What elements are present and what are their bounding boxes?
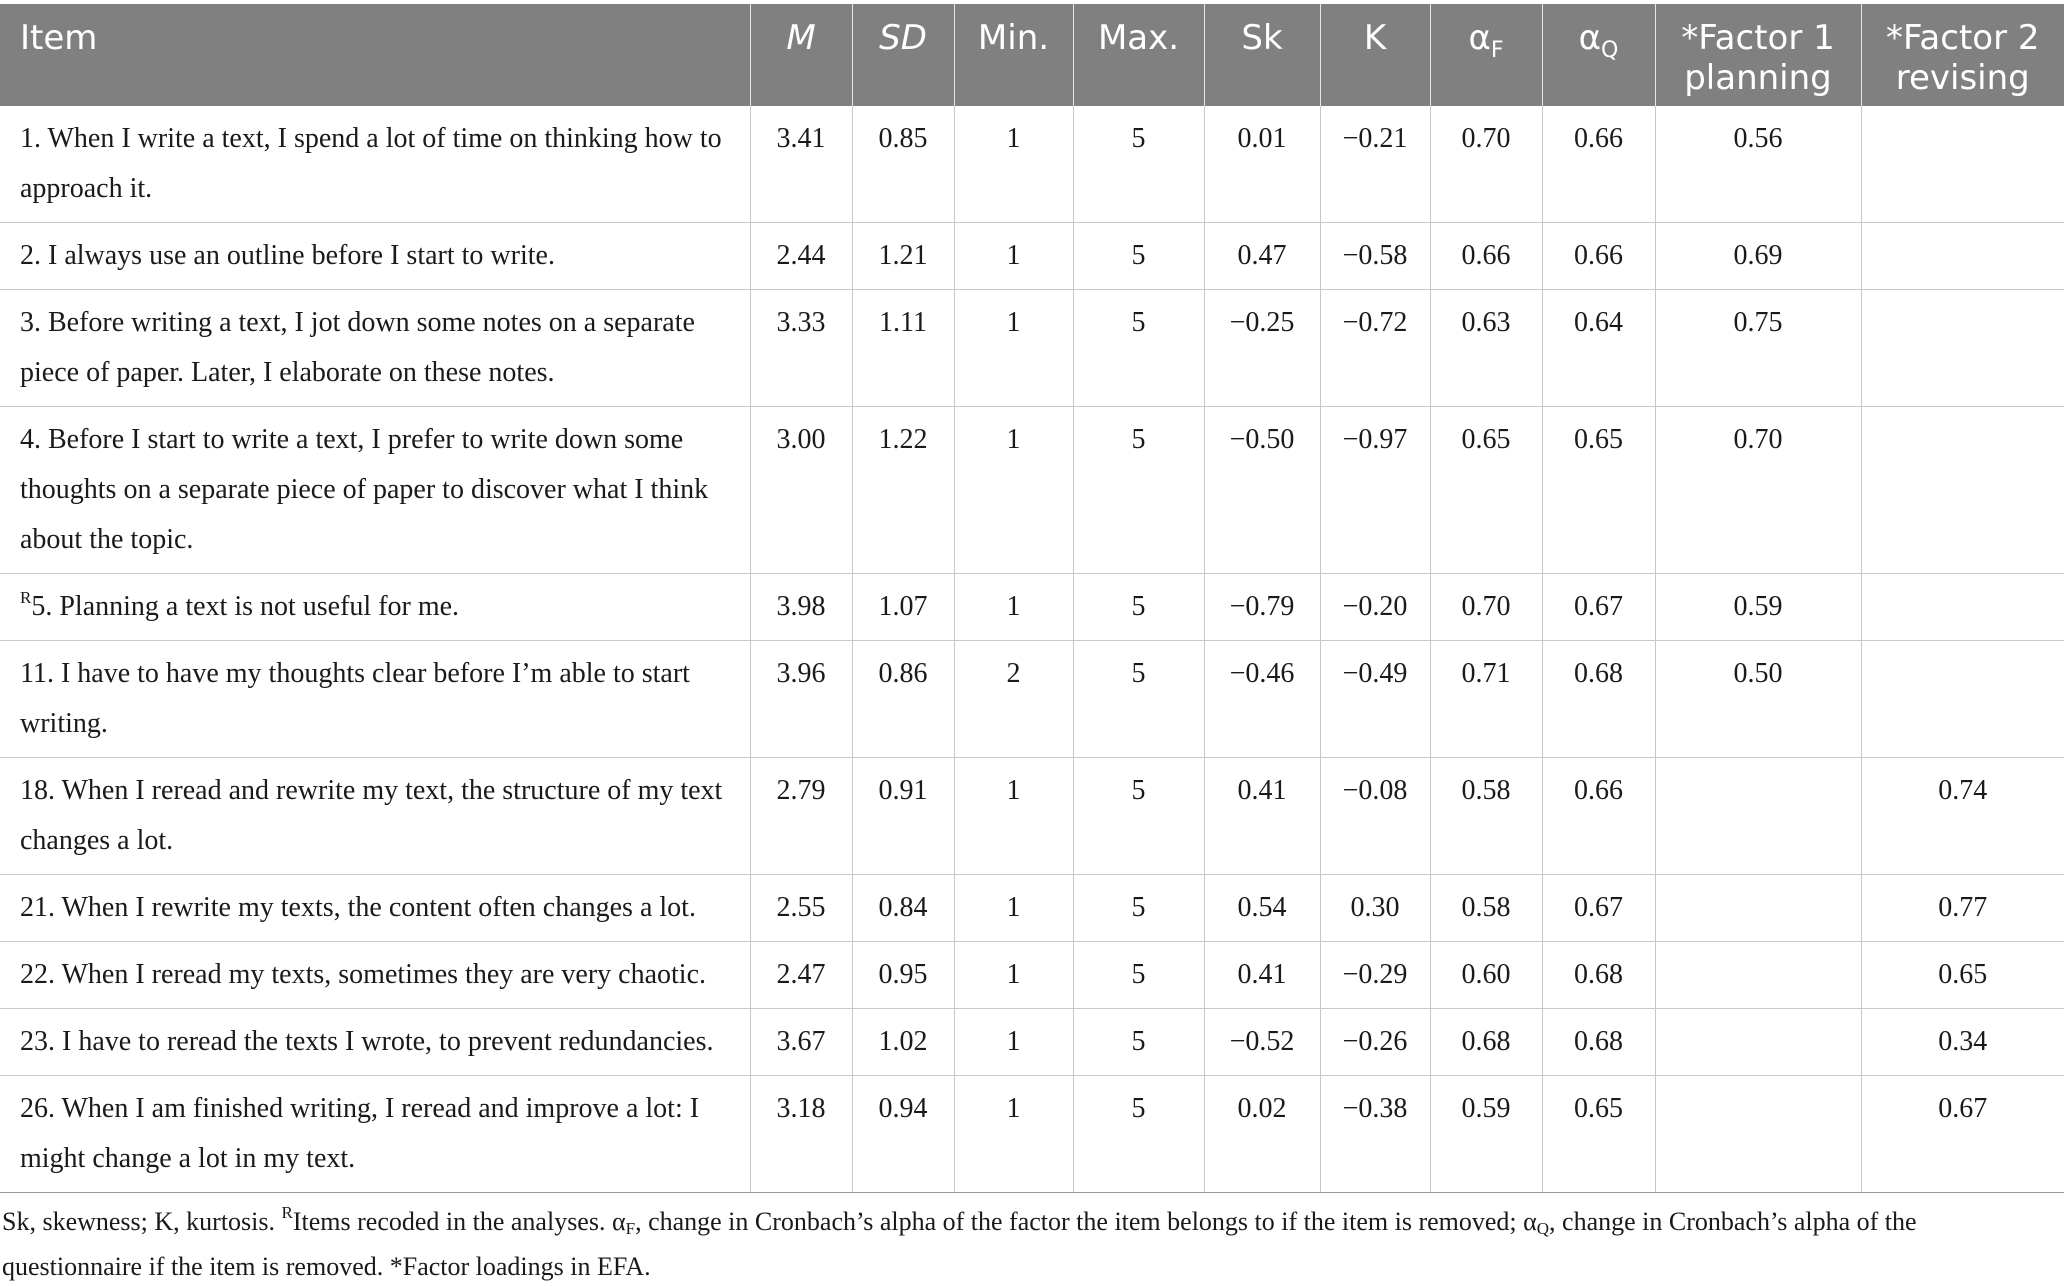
cell-factor1 (1655, 1076, 1861, 1193)
cell-factor2 (1861, 407, 2064, 574)
col-header-item: Item (0, 4, 750, 106)
cell-mean: 3.33 (750, 290, 852, 407)
cell-item (0, 290, 750, 407)
cell-min: 1 (954, 758, 1073, 875)
cell-alpha-q: 0.67 (1542, 574, 1655, 641)
table-row (0, 1076, 2064, 1193)
cell-mean: 3.98 (750, 574, 852, 641)
data-table (0, 4, 2064, 1193)
table-row (0, 574, 2064, 641)
cell-max: 5 (1073, 942, 1204, 1009)
cell-alpha-f: 0.65 (1430, 407, 1542, 574)
cell-skewness: 0.02 (1204, 1076, 1320, 1193)
table-container (0, 4, 2065, 1286)
cell-alpha-f: 0.68 (1430, 1009, 1542, 1076)
cell-sd: 0.85 (852, 106, 954, 223)
alpha-q-subscript: Q (1601, 38, 1619, 63)
cell-factor2: 0.77 (1861, 875, 2064, 942)
cell-min: 1 (954, 942, 1073, 1009)
cell-kurtosis: −0.97 (1320, 407, 1430, 574)
cell-max: 5 (1073, 641, 1204, 758)
cell-item (0, 942, 750, 1009)
cell-factor2 (1861, 290, 2064, 407)
footnote-part: , change in Cronbach’s alpha of the factor the item belongs to if the item is removed; α (635, 1207, 1537, 1236)
cell-skewness: 0.54 (1204, 875, 1320, 942)
cell-skewness: −0.25 (1204, 290, 1320, 407)
cell-item (0, 407, 750, 574)
item-text: 5. Planning a text is not useful for me. (31, 591, 460, 622)
cell-mean: 3.41 (750, 106, 852, 223)
cell-mean: 2.44 (750, 223, 852, 290)
cell-factor2 (1861, 106, 2064, 223)
col-header-sd: SD (852, 4, 954, 106)
item-text: 21. When I rewrite my texts, the content often changes a lot. (20, 892, 696, 923)
cell-factor2: 0.74 (1861, 758, 2064, 875)
cell-mean: 2.47 (750, 942, 852, 1009)
cell-max: 5 (1073, 1009, 1204, 1076)
table-row (0, 1009, 2064, 1076)
cell-skewness: −0.52 (1204, 1009, 1320, 1076)
cell-factor1: 0.50 (1655, 641, 1861, 758)
cell-sd: 1.02 (852, 1009, 954, 1076)
cell-sd: 0.94 (852, 1076, 954, 1193)
cell-alpha-q: 0.65 (1542, 1076, 1655, 1193)
cell-factor1 (1655, 942, 1861, 1009)
cell-item (0, 758, 750, 875)
cell-item (0, 106, 750, 223)
cell-kurtosis: 0.30 (1320, 875, 1430, 942)
footnote-f-subscript: F (625, 1219, 636, 1238)
cell-alpha-q: 0.66 (1542, 106, 1655, 223)
cell-kurtosis: −0.58 (1320, 223, 1430, 290)
cell-skewness: 0.01 (1204, 106, 1320, 223)
alpha-symbol: α (1468, 18, 1491, 58)
cell-kurtosis: −0.21 (1320, 106, 1430, 223)
cell-kurtosis: −0.26 (1320, 1009, 1430, 1076)
header-row (0, 4, 2064, 106)
cell-alpha-q: 0.68 (1542, 1009, 1655, 1076)
cell-alpha-f: 0.59 (1430, 1076, 1542, 1193)
item-text: 22. When I reread my texts, sometimes they are very chaotic. (20, 959, 707, 990)
cell-kurtosis: −0.08 (1320, 758, 1430, 875)
cell-kurtosis: −0.29 (1320, 942, 1430, 1009)
cell-sd: 1.21 (852, 223, 954, 290)
cell-alpha-f: 0.63 (1430, 290, 1542, 407)
table-body (0, 106, 2064, 1193)
col-header-min: Min. (954, 4, 1073, 106)
col-header-factor2: *Factor 2 revising (1861, 4, 2064, 106)
cell-max: 5 (1073, 223, 1204, 290)
cell-item (0, 641, 750, 758)
cell-min: 1 (954, 223, 1073, 290)
table-row (0, 290, 2064, 407)
cell-factor2: 0.34 (1861, 1009, 2064, 1076)
recoded-marker: R (20, 588, 32, 607)
cell-max: 5 (1073, 574, 1204, 641)
cell-factor1 (1655, 1009, 1861, 1076)
item-text: 26. When I am finished writing, I reread and improve a lot: I might change a lot in my text. (20, 1093, 700, 1174)
table-row (0, 223, 2064, 290)
cell-item (0, 574, 750, 641)
cell-factor2 (1861, 574, 2064, 641)
cell-item (0, 1076, 750, 1193)
cell-kurtosis: −0.20 (1320, 574, 1430, 641)
cell-max: 5 (1073, 875, 1204, 942)
cell-max: 5 (1073, 290, 1204, 407)
footnote-part: Sk, skewness; K, kurtosis. (2, 1207, 282, 1236)
cell-min: 1 (954, 574, 1073, 641)
cell-kurtosis: −0.38 (1320, 1076, 1430, 1193)
cell-alpha-q: 0.67 (1542, 875, 1655, 942)
table-header (0, 4, 2064, 106)
cell-alpha-f: 0.66 (1430, 223, 1542, 290)
cell-mean: 2.55 (750, 875, 852, 942)
cell-factor2: 0.65 (1861, 942, 2064, 1009)
cell-kurtosis: −0.49 (1320, 641, 1430, 758)
item-text: 11. I have to have my thoughts clear before I’m able to start writing. (20, 658, 690, 739)
col-header-kurtosis: K (1320, 4, 1430, 106)
cell-kurtosis: −0.72 (1320, 290, 1430, 407)
cell-factor2: 0.67 (1861, 1076, 2064, 1193)
cell-item (0, 223, 750, 290)
col-header-skewness: Sk (1204, 4, 1320, 106)
col-header-mean: M (750, 4, 852, 106)
col-header-alpha-f (1430, 4, 1542, 106)
footnote-q-subscript: Q (1536, 1219, 1550, 1238)
alpha-f-subscript: F (1490, 38, 1504, 63)
item-text: 23. I have to reread the texts I wrote, to prevent redundancies. (20, 1026, 714, 1057)
cell-sd: 1.22 (852, 407, 954, 574)
cell-skewness: 0.41 (1204, 758, 1320, 875)
cell-factor1: 0.59 (1655, 574, 1861, 641)
cell-mean: 3.67 (750, 1009, 852, 1076)
cell-alpha-f: 0.60 (1430, 942, 1542, 1009)
table-row (0, 758, 2064, 875)
cell-alpha-q: 0.68 (1542, 641, 1655, 758)
cell-alpha-f: 0.58 (1430, 758, 1542, 875)
cell-max: 5 (1073, 1076, 1204, 1193)
cell-max: 5 (1073, 106, 1204, 223)
cell-min: 1 (954, 407, 1073, 574)
footnote-r-marker: R (281, 1203, 293, 1222)
cell-factor1: 0.70 (1655, 407, 1861, 574)
cell-alpha-q: 0.65 (1542, 407, 1655, 574)
item-text: 4. Before I start to write a text, I prefer to write down some thoughts on a separate piece of paper to discover what I think about the topic. (20, 424, 709, 555)
table-row (0, 407, 2064, 574)
table-footnote (0, 1193, 2002, 1286)
table-row (0, 875, 2064, 942)
cell-alpha-f: 0.70 (1430, 106, 1542, 223)
cell-sd: 0.86 (852, 641, 954, 758)
cell-alpha-q: 0.68 (1542, 942, 1655, 1009)
item-text: 2. I always use an outline before I start to write. (20, 240, 555, 271)
cell-item (0, 875, 750, 942)
cell-mean: 3.18 (750, 1076, 852, 1193)
cell-min: 1 (954, 106, 1073, 223)
cell-min: 1 (954, 1009, 1073, 1076)
cell-max: 5 (1073, 407, 1204, 574)
cell-sd: 0.84 (852, 875, 954, 942)
cell-alpha-q: 0.64 (1542, 290, 1655, 407)
table-row (0, 106, 2064, 223)
cell-skewness: −0.46 (1204, 641, 1320, 758)
cell-alpha-q: 0.66 (1542, 223, 1655, 290)
cell-factor1: 0.69 (1655, 223, 1861, 290)
cell-min: 1 (954, 1076, 1073, 1193)
col-header-alpha-q (1542, 4, 1655, 106)
cell-sd: 0.91 (852, 758, 954, 875)
cell-factor2 (1861, 223, 2064, 290)
col-header-factor1: *Factor 1 planning (1655, 4, 1861, 106)
cell-min: 2 (954, 641, 1073, 758)
table-row (0, 942, 2064, 1009)
cell-alpha-f: 0.71 (1430, 641, 1542, 758)
item-text: 18. When I reread and rewrite my text, the structure of my text changes a lot. (20, 775, 723, 856)
cell-skewness: −0.79 (1204, 574, 1320, 641)
cell-factor1: 0.56 (1655, 106, 1861, 223)
cell-mean: 3.96 (750, 641, 852, 758)
cell-factor1 (1655, 758, 1861, 875)
footnote-part: Items recoded in the analyses. α (292, 1207, 626, 1236)
cell-sd: 1.07 (852, 574, 954, 641)
cell-skewness: 0.41 (1204, 942, 1320, 1009)
cell-skewness: −0.50 (1204, 407, 1320, 574)
cell-alpha-q: 0.66 (1542, 758, 1655, 875)
cell-factor2 (1861, 641, 2064, 758)
alpha-symbol: α (1578, 18, 1602, 58)
cell-alpha-f: 0.70 (1430, 574, 1542, 641)
cell-mean: 3.00 (750, 407, 852, 574)
col-header-max: Max. (1073, 4, 1204, 106)
cell-max: 5 (1073, 758, 1204, 875)
cell-skewness: 0.47 (1204, 223, 1320, 290)
table-row (0, 641, 2064, 758)
cell-min: 1 (954, 875, 1073, 942)
item-text: 3. Before writing a text, I jot down some notes on a separate piece of paper. Later, I elaborate on these notes. (20, 307, 695, 388)
item-text: 1. When I write a text, I spend a lot of time on thinking how to approach it. (20, 123, 722, 204)
cell-sd: 0.95 (852, 942, 954, 1009)
cell-alpha-f: 0.58 (1430, 875, 1542, 942)
cell-mean: 2.79 (750, 758, 852, 875)
cell-sd: 1.11 (852, 290, 954, 407)
cell-factor1: 0.75 (1655, 290, 1861, 407)
footnote-part: , change in Cronbach’s alpha of the questionnaire if the item is removed. *Factor loadings in EFA. (2, 1207, 1917, 1281)
cell-factor1 (1655, 875, 1861, 942)
cell-min: 1 (954, 290, 1073, 407)
cell-item (0, 1009, 750, 1076)
